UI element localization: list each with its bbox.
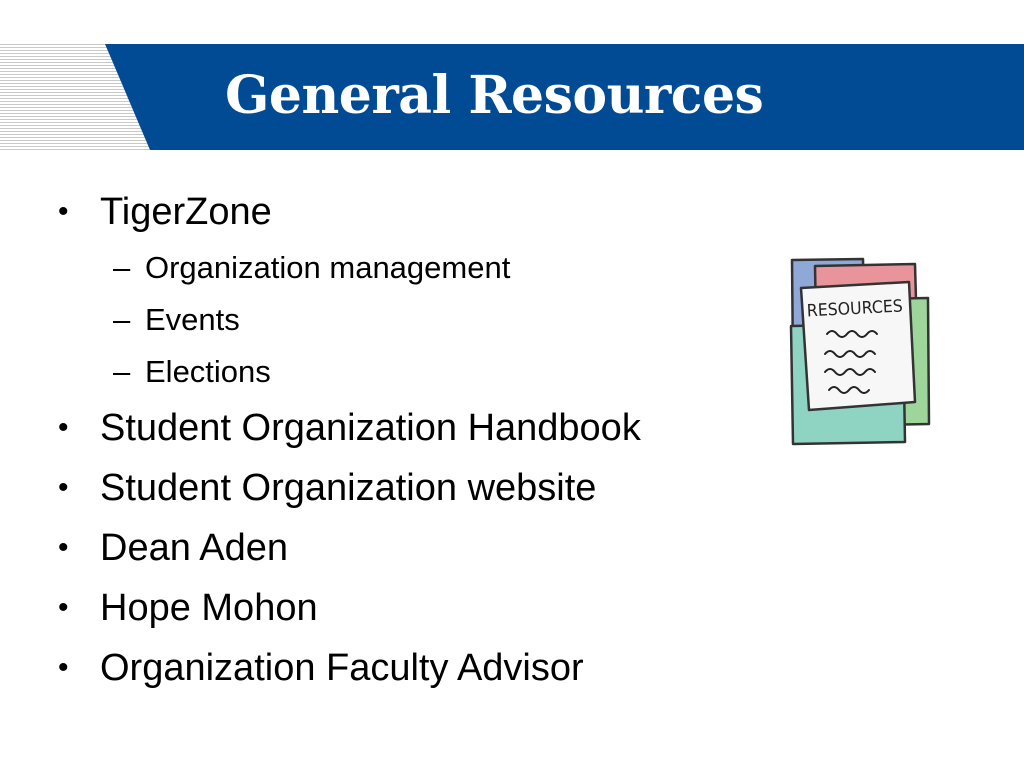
bullet-item: [58, 398, 641, 458]
dash-marker: –: [113, 250, 131, 285]
sub-bullet-item: [58, 346, 641, 398]
resources-label: RESOURCES: [806, 296, 911, 322]
bullet-marker: •: [58, 195, 69, 228]
sub-bullet-text: Events: [145, 302, 240, 337]
dash-marker: –: [113, 302, 131, 337]
dash-marker: –: [113, 354, 131, 389]
bullet-marker: •: [58, 411, 69, 444]
slide-title: General Resources: [225, 65, 764, 126]
bullet-item: [58, 458, 641, 518]
bullet-item: [58, 638, 641, 698]
bullet-marker: •: [58, 531, 69, 564]
bullet-text: Dean Aden: [100, 527, 289, 569]
sub-bullet-item: [58, 294, 641, 346]
bullet-text: Hope Mohon: [100, 587, 318, 629]
sub-bullet-item: [58, 242, 641, 294]
resources-papers-icon: [785, 252, 935, 452]
bullet-text: Student Organization Handbook: [100, 407, 641, 449]
bullet-text: TigerZone: [100, 191, 272, 233]
bullet-item: [58, 578, 641, 638]
bullet-marker: •: [58, 591, 69, 624]
bullet-item: [58, 518, 641, 578]
bullet-list: [58, 182, 641, 698]
bullet-marker: •: [58, 651, 69, 684]
sub-bullet-text: Organization management: [145, 250, 511, 285]
sub-bullet-text: Elections: [145, 354, 271, 389]
bullet-item: [58, 182, 641, 242]
bullet-text: Student Organization website: [100, 467, 597, 509]
bullet-marker: •: [58, 471, 69, 504]
bullet-text: Organization Faculty Advisor: [100, 647, 584, 689]
